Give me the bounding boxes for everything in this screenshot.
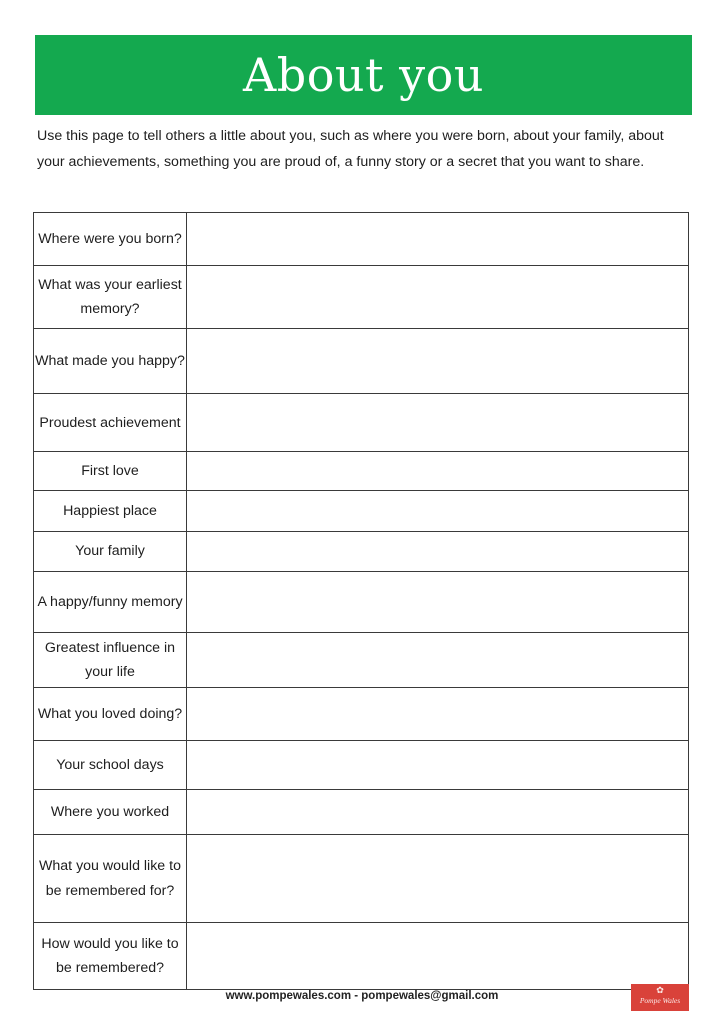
table-row bbox=[34, 532, 689, 572]
answer-field[interactable] bbox=[187, 532, 689, 572]
question-label: Happiest place bbox=[34, 491, 187, 532]
answer-field[interactable] bbox=[187, 394, 689, 452]
answer-field[interactable] bbox=[187, 452, 689, 491]
question-label: How would you like to be remembered? bbox=[34, 923, 187, 990]
footer-contact: www.pompewales.com - pompewales@gmail.com bbox=[225, 990, 499, 1002]
table-row bbox=[34, 633, 689, 688]
logo-text: Pompe Wales bbox=[639, 996, 681, 1005]
answer-field[interactable] bbox=[187, 491, 689, 532]
question-label: First love bbox=[34, 452, 187, 491]
question-label: What you loved doing? bbox=[34, 688, 187, 741]
table-row bbox=[34, 790, 689, 835]
answer-field[interactable] bbox=[187, 923, 689, 990]
table-row bbox=[34, 835, 689, 923]
answer-field[interactable] bbox=[187, 688, 689, 741]
table-row bbox=[34, 572, 689, 633]
answer-field[interactable] bbox=[187, 572, 689, 633]
title-banner bbox=[35, 35, 692, 115]
table-row bbox=[34, 329, 689, 394]
question-label: Your family bbox=[34, 532, 187, 572]
question-label: Your school days bbox=[34, 741, 187, 790]
page-title: About you bbox=[243, 48, 484, 102]
question-label: What was your earliest memory? bbox=[34, 266, 187, 329]
table-row bbox=[34, 452, 689, 491]
answer-field[interactable] bbox=[187, 835, 689, 923]
table-row bbox=[34, 491, 689, 532]
table-row bbox=[34, 688, 689, 741]
table-row bbox=[34, 394, 689, 452]
table-row bbox=[34, 266, 689, 329]
question-label: Where were you born? bbox=[34, 213, 187, 266]
pompe-wales-logo bbox=[631, 984, 689, 1011]
answer-field[interactable] bbox=[187, 790, 689, 835]
answer-field[interactable] bbox=[187, 213, 689, 266]
question-label: What made you happy? bbox=[34, 329, 187, 394]
answer-field[interactable] bbox=[187, 741, 689, 790]
question-label: Greatest influence in your life bbox=[34, 633, 187, 688]
table-row bbox=[34, 213, 689, 266]
answer-field[interactable] bbox=[187, 266, 689, 329]
answer-field[interactable] bbox=[187, 633, 689, 688]
intro-text: Use this page to tell others a little about you, such as where you were born, about your family, about your achievements, something you are proud of, a funny story or a secret that you want to share. bbox=[37, 128, 664, 170]
question-label: Proudest achievement bbox=[34, 394, 187, 452]
rose-icon: ✿ bbox=[656, 985, 664, 995]
table-row bbox=[34, 923, 689, 990]
about-you-form bbox=[33, 212, 689, 990]
table-row bbox=[34, 741, 689, 790]
question-label: What you would like to be remembered for? bbox=[34, 835, 187, 923]
answer-field[interactable] bbox=[187, 329, 689, 394]
question-label: A happy/funny memory bbox=[34, 572, 187, 633]
question-label: Where you worked bbox=[34, 790, 187, 835]
